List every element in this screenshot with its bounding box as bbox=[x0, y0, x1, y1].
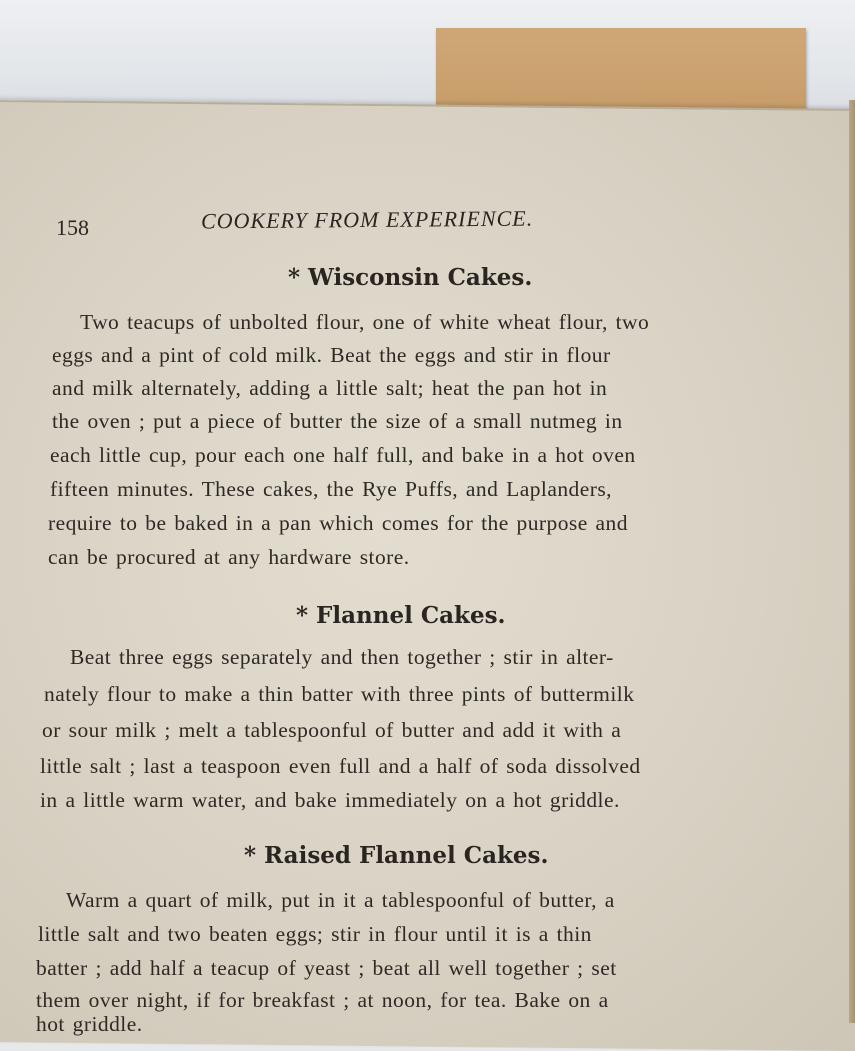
recipe-text-line: Warm a quart of milk, put in it a tablespoonful of butter, a bbox=[66, 888, 615, 912]
recipe-text-line: batter ; add half a teacup of yeast ; beat all well together ; set bbox=[36, 956, 617, 980]
page-header bbox=[56, 205, 816, 245]
recipe-text-line: the oven ; put a piece of butter the size of a small nutmeg in bbox=[52, 409, 623, 433]
running-title: COOKERY FROM EXPERIENCE. bbox=[200, 205, 534, 234]
recipe-text-line: in a little warm water, and bake immediately on a hot griddle. bbox=[40, 788, 620, 812]
recipe-text-line: them over night, if for breakfast ; at noon, for tea. Bake on a bbox=[36, 988, 609, 1012]
recipe-text-line: Beat three eggs separately and then together ; stir in alter- bbox=[70, 645, 614, 669]
recipe-text-line: Two teacups of unbolted flour, one of white wheat flour, two bbox=[80, 310, 650, 334]
recipe-text-line: nately flour to make a thin batter with three pints of buttermilk bbox=[44, 682, 635, 706]
recipe-text-line: eggs and a pint of cold milk. Beat the eggs and stir in flour bbox=[52, 343, 611, 367]
recipe-text-line: fifteen minutes. These cakes, the Rye Puffs, and Laplanders, bbox=[50, 477, 612, 501]
recipe-text-line: or sour milk ; melt a tablespoonful of butter and add it with a bbox=[42, 718, 622, 742]
recipe-text-line: require to be baked in a pan which comes for the purpose and bbox=[48, 511, 628, 535]
recipe-title: * Flannel Cakes. bbox=[296, 602, 506, 629]
recipe-text-line: little salt ; last a teaspoon even full and a half of soda dissolved bbox=[40, 754, 641, 778]
page-number: 158 bbox=[56, 215, 89, 240]
recipe-text-line: and milk alternately, adding a little salt; heat the pan hot in bbox=[52, 376, 608, 400]
recipe-title: * Raised Flannel Cakes. bbox=[244, 842, 549, 869]
recipe-text-line: can be procured at any hardware store. bbox=[48, 545, 410, 569]
recipe-text-line: little salt and two beaten eggs; stir in flour until it is a thin bbox=[38, 922, 592, 946]
recipe-title: * Wisconsin Cakes. bbox=[288, 264, 533, 291]
recipe-text-line: each little cup, pour each one half full, and bake in a hot oven bbox=[50, 443, 636, 467]
page-edge bbox=[849, 100, 855, 1023]
recipe-text-line: hot griddle. bbox=[36, 1012, 143, 1036]
